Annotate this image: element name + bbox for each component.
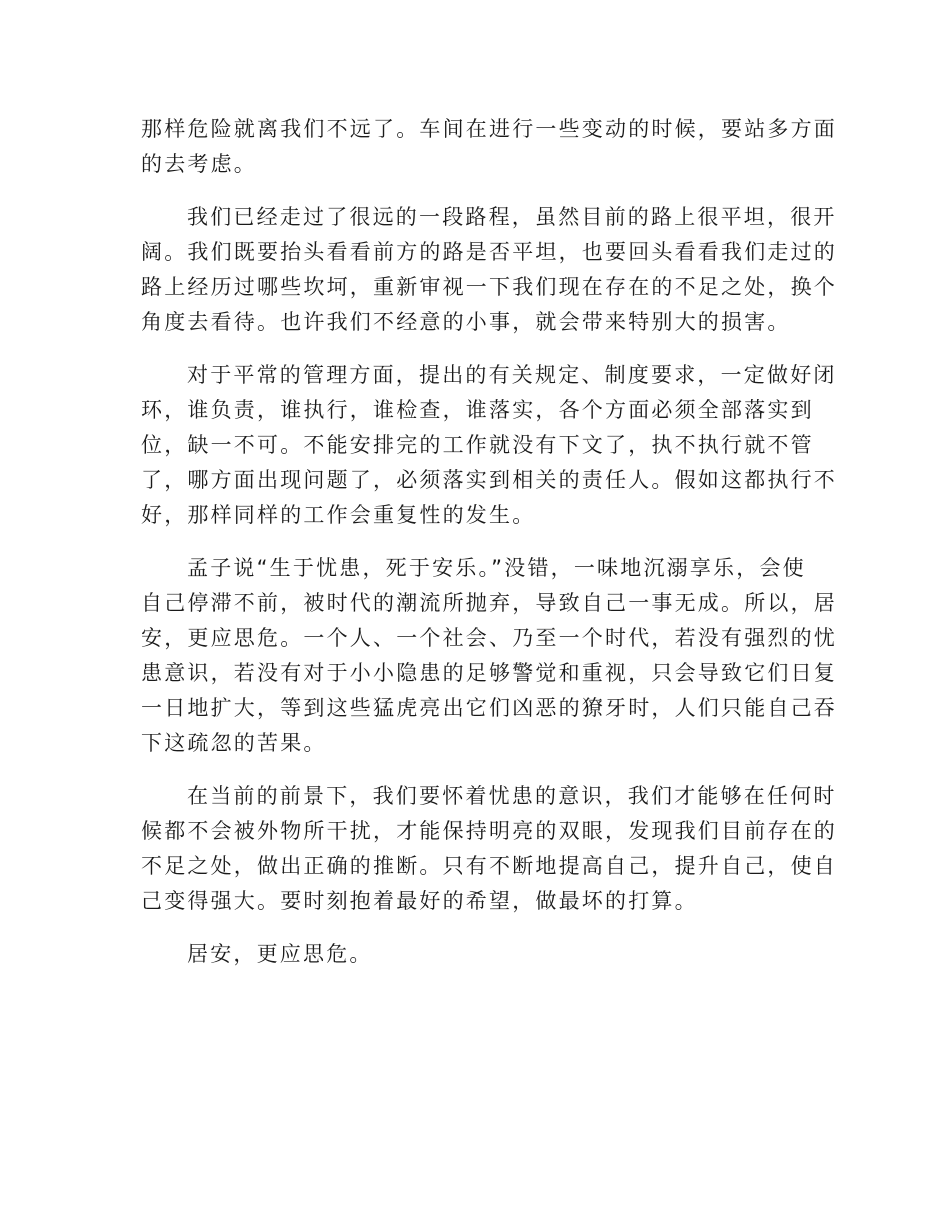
- paragraph-closing: [141, 937, 801, 972]
- paragraph: [141, 779, 837, 919]
- text-line: 阔。我们既要抬头看看前方的路是否平坦，也要回头看看我们走过的: [141, 240, 837, 264]
- text-line: 好，那样同样的工作会重复性的发生。: [141, 503, 536, 527]
- text-line: 环，谁负责，谁执行，谁检查，谁落实，各个方面必须全部落实到: [141, 398, 814, 422]
- text-line: 角度去看待。也许我们不经意的小事，就会带来特别大的损害。: [141, 310, 791, 334]
- paragraph-continuation: [141, 112, 837, 182]
- text-line: 安，更应思危。一个人、一个社会、乃至一个时代，若没有强烈的忧: [141, 626, 837, 650]
- text-line: 患意识，若没有对于小小隐患的足够警觉和重视，只会导致它们日复: [141, 661, 837, 685]
- text-line: 那样危险就离我们不远了。车间在进行一些变动的时候，要站多方面: [141, 117, 837, 141]
- text-line: 居安，更应思危。: [187, 942, 373, 966]
- text-line: 孟子说“生于忧患，死于安乐。”没错，一味地沉溺享乐，会使: [187, 556, 806, 580]
- text-line: 不足之处，做出正确的推断。只有不断地提高自己，提升自己，使自: [141, 854, 837, 878]
- text-line: 了，哪方面出现问题了，必须落实到相关的责任人。假如这都执行不: [141, 468, 837, 492]
- text-line: 的去考虑。: [141, 152, 257, 176]
- paragraph: [141, 200, 837, 340]
- text-line: 己变得强大。要时刻抱着最好的希望，做最坏的打算。: [141, 889, 698, 913]
- text-line: 下这疏忽的苦果。: [141, 731, 327, 755]
- text-line: 对于平常的管理方面，提出的有关规定、制度要求，一定做好闭: [187, 363, 837, 387]
- document-body: [141, 112, 837, 990]
- text-line: 路上经历过哪些坎坷，重新审视一下我们现在存在的不足之处，换个: [141, 275, 837, 299]
- paragraph: [141, 358, 837, 533]
- text-line: 我们已经走过了很远的一段路程，虽然目前的路上很平坦，很开: [187, 205, 837, 229]
- text-line: 位，缺一不可。不能安排完的工作就没有下文了，执不执行就不管: [141, 433, 814, 457]
- text-line: 一日地扩大，等到这些猛虎亮出它们凶恶的獠牙时，人们只能自己吞: [141, 696, 837, 720]
- text-line: 在当前的前景下，我们要怀着忧患的意识，我们才能够在任何时: [187, 784, 837, 808]
- text-line: 自己停滞不前，被时代的潮流所抛弃，导致自己一事无成。所以，居: [141, 591, 837, 615]
- text-line: 候都不会被外物所干扰，才能保持明亮的双眼，发现我们目前存在的: [141, 819, 837, 843]
- paragraph: [141, 551, 837, 761]
